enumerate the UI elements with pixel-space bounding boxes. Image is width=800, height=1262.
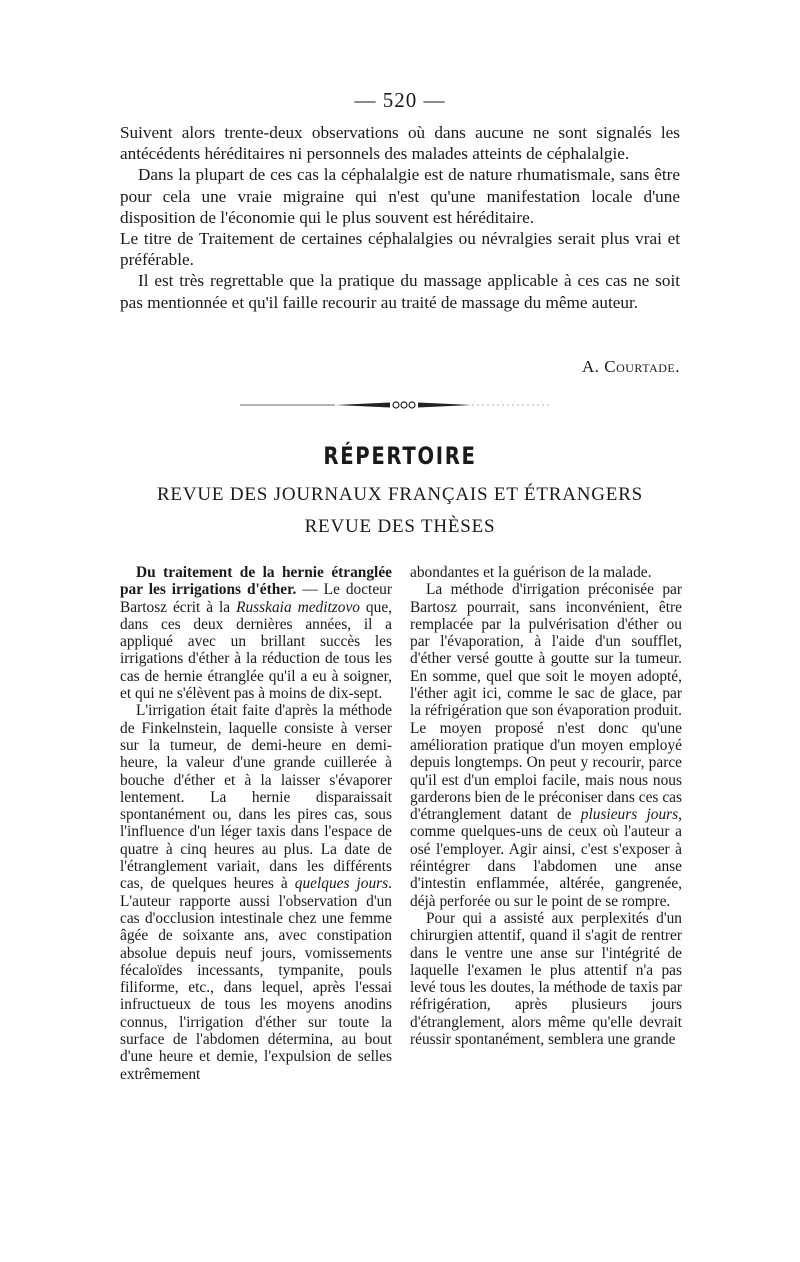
page-number: — 520 — xyxy=(354,88,446,112)
article-italic: plusieurs jours xyxy=(580,806,679,824)
signature-name: Courtade. xyxy=(604,357,680,376)
intro-paragraph: Suivent alors trente-deux observations où dans aucune ne sont signalés les antécédents héréditaires ni personnels des malades atteints de céphalalgie. xyxy=(120,123,680,164)
article-text: — Le docteur Bartosz écrit à la xyxy=(120,581,392,616)
left-column xyxy=(120,564,392,1083)
article-paragraph xyxy=(120,564,392,702)
article-text: , comme quelques-uns de ceux où l'auteur a osé l'employer. Agir ainsi, c'est s'exposer à réintégrer dans l'abdomen une anse d'intestin enflammée, altérée, gangrenée, déjà perforée ou sur le point de se rompre. xyxy=(410,806,683,910)
section-subtitle-theses: REVUE DES THÈSES xyxy=(304,516,496,537)
article-text: L'irrigation était faite d'après la méthode de Finkelnstein, laquelle consiste à verser sur la tumeur, de demi-heure en demi-heure, la valeur d'une grande cuillerée à bouche d'éther et à la laisser s'évaporer lentement. La hernie disparaissait spontanément ou, dans les pires cas, sous l'influence d'un léger taxis dans l'espace de quatre à cinq heures au plus. La date de l'étranglement variait, dans les différents cas, de quelques heures à xyxy=(120,702,392,893)
ornamental-divider xyxy=(240,398,550,412)
intro-text xyxy=(120,122,680,313)
article-heading: Du traitement de la hernie étranglée par les irrigations d'éther. xyxy=(120,564,392,599)
article-paragraph: Pour qui a assisté aux perplexités d'un chirurgien attentif, quand il s'agit de rentrer dans le ventre une anse sur l'intégrité de laquelle l'examen le plus attentif n'a pas levé tous les doutes, la méthode de taxis par réfrigération, après plusieurs jours d'étranglement, alors même qu'elle devrait réussir spontanément, semblera une grande xyxy=(410,909,682,1049)
article-text: La méthode d'irrigation préconisée par Bartosz pourrait, sans inconvénient, être remplacée par la pulvérisation d'éther ou par l'évaporation, à l'aide d'un soufflet, d'éther versé goutte à goutte sur la tumeur. En somme, quel que soit le moyen adopté, l'éther agit ici, comme le sac de glace, par la réfrigération que son évaporation produit. Le moyen proposé n'est donc qu'une amélioration pratique d'un moyen employé depuis longtemps. On peut y recourir, parce qu'il est d'un emploi facile, mais nous nous garderons bien de le préconiser dans ces cas d'étranglement datant de xyxy=(410,581,682,824)
intro-paragraph: Le titre de Traitement de certaines céphalalgies ou névralgies serait plus vrai et préférable. xyxy=(120,229,680,270)
right-column xyxy=(410,564,682,1048)
section-title: RÉPERTOIRE xyxy=(323,442,477,470)
article-italic: quelques jours xyxy=(294,875,389,893)
article-paragraph xyxy=(120,702,392,1083)
article-paragraph: abondantes et la guérison de la malade. xyxy=(410,564,652,581)
article-text: que, dans ces deux dernières années, il a appliqué avec un brillant succès les irrigations d'éther à la réduction de tous les cas de hernie étranglée qu'il a eu à soigner, et qui ne s'élèvent pas à moins de dix-sept. xyxy=(120,598,392,703)
article-text: . L'auteur rapporte aussi l'observation d'un cas d'occlusion intestinale chez une femme âgée de soixante ans, avec constipation absolue depuis neuf jours, vomissements fécaloïdes incessants, tympanite, pouls filiforme, etc., dans lequel, après l'essai infructueux de tous les moyens anodins connus, l'irrigation d'éther sur toute la surface de l'abdomen détermina, au bout d'une heure et demie, l'expulsion de selles extrêmement xyxy=(120,875,393,1083)
signature-initial: A. xyxy=(581,357,600,376)
journal-name: Russkaia meditzovo xyxy=(236,598,360,616)
intro-paragraph: Dans la plupart de ces cas la céphalalgie est de nature rhumatismale, sans être pour cela une vraie migraine qui n'est qu'une manifestation locale d'une disposition de l'économie qui le plus souvent est héréditaire. xyxy=(120,165,680,227)
article-paragraph xyxy=(410,581,682,910)
intro-paragraph: Il est très regrettable que la pratique du massage applicable à ces cas ne soit pas mentionnée et qu'il faille recourir au traité de massage du même auteur. xyxy=(120,271,680,312)
author-signature xyxy=(582,357,680,377)
section-subtitle-journals: REVUE DES JOURNAUX FRANÇAIS ET ÉTRANGERS xyxy=(156,484,644,505)
